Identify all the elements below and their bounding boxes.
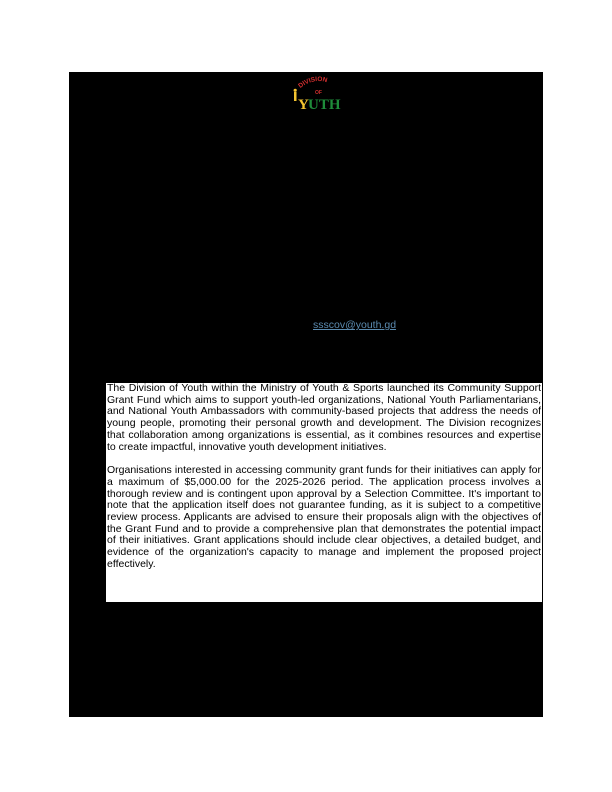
email-link[interactable]: ssscov@youth.gd	[313, 319, 397, 331]
division-of-youth-logo	[290, 74, 346, 112]
svg-text:UTH: UTH	[308, 97, 341, 112]
svg-text:DIVISION: DIVISION	[297, 75, 329, 90]
svg-text:Y: Y	[298, 97, 309, 112]
application-paragraph: Organisations interested in accessing community grant funds for their initiatives can apply for a maximum of $5,000.00 for the 2025-2026 period. The application process involves a thorough review and is contingent upon approval by a Selection Committee. It's important to note that the application itself does not guarantee funding, as it is subject to a competitive review process. Applicants are advised to ensure their proposals align with the objectives of the Grant Fund and to provide a comprehensive plan that demonstrates the potential impact of their initiatives. Grant applications should include clear objectives, a detailed budget, and evidence of the organization's capacity to manage and implement the proposed project effectively.	[107, 464, 541, 570]
svg-text:OF: OF	[315, 90, 322, 96]
intro-paragraph: The Division of Youth within the Ministry of Youth & Sports launched its Community Support Grant Fund which aims to support youth-led organizations, National Youth Parliamentarians, and National Youth Ambassadors with community-based projects that address the needs of young people, promoting their personal growth and development. The Division recognizes that collaboration among organizations is essential, as it combines resources and expertise to create impactful, innovative youth development initiatives.	[107, 382, 541, 453]
grant-description-box	[106, 383, 542, 602]
youth-logo-graphic	[290, 74, 346, 112]
